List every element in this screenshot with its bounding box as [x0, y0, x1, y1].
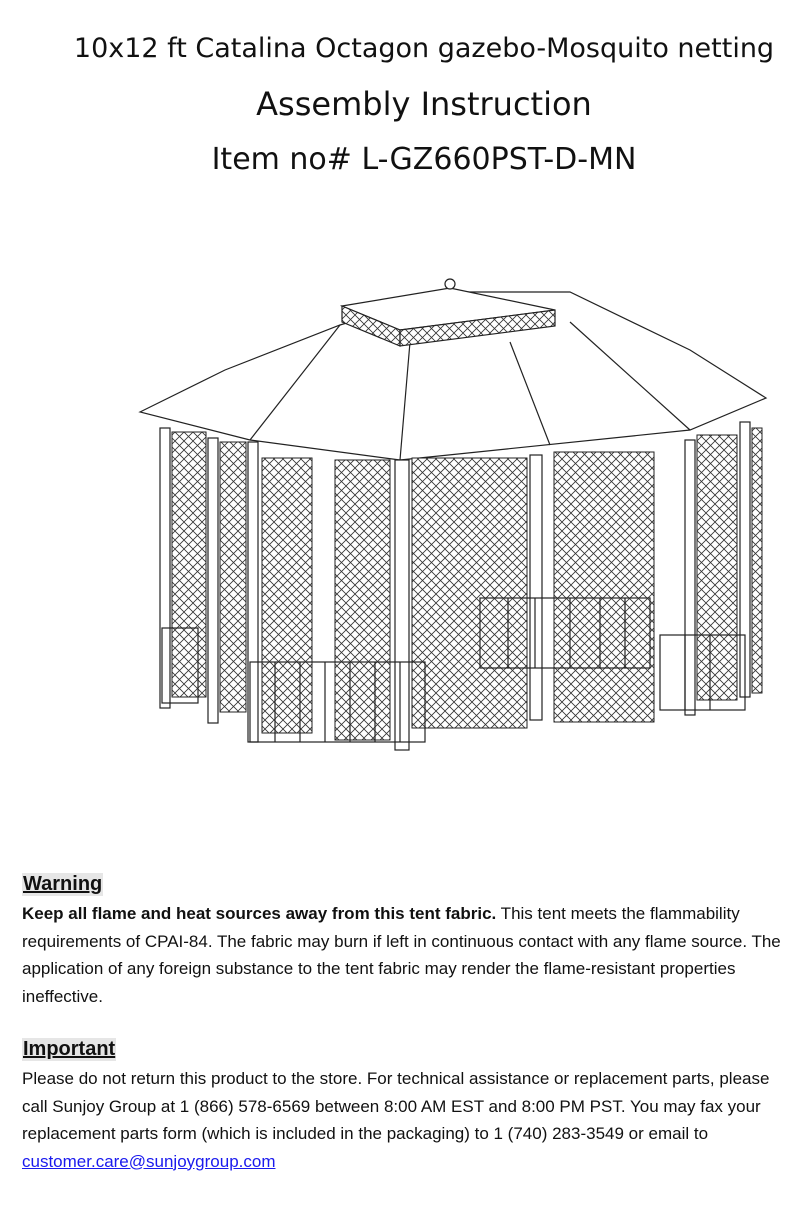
important-heading: Important — [23, 1038, 116, 1060]
document-title: Assembly Instruction — [256, 85, 592, 123]
warning-lead: Keep all flame and heat sources away from this tent fabric. — [22, 904, 497, 923]
support-email-link[interactable]: customer.care@sunjoygroup.com — [22, 1151, 276, 1171]
warning-body: This tent meets the flammability requirements of CPAI-84. The fabric may burn if left in continuous contact with any flame source. The application of any foreign substance to the tent fabric may render the flame-resistant properties ineffective. — [22, 904, 781, 1006]
product-title: 10x12 ft Catalina Octagon gazebo-Mosquito netting — [73, 33, 775, 64]
gazebo-illustration — [130, 270, 790, 760]
warning-paragraph — [22, 900, 792, 1010]
item-number: Item no# L-GZ660PST-D-MN — [211, 142, 637, 177]
important-body: Please do not return this product to the store. For technical assistance or replacement parts, please call Sunjoy Group at 1 (866) 578-6569 between 8:00 AM EST and 8:00 PM PST. You may fax your replacement parts form (which is included in the packaging) to 1 (740) 283-3549 or email to — [22, 1069, 770, 1143]
mosquito-netting — [172, 428, 762, 740]
important-paragraph — [22, 1065, 792, 1175]
warning-heading: Warning — [23, 873, 103, 895]
